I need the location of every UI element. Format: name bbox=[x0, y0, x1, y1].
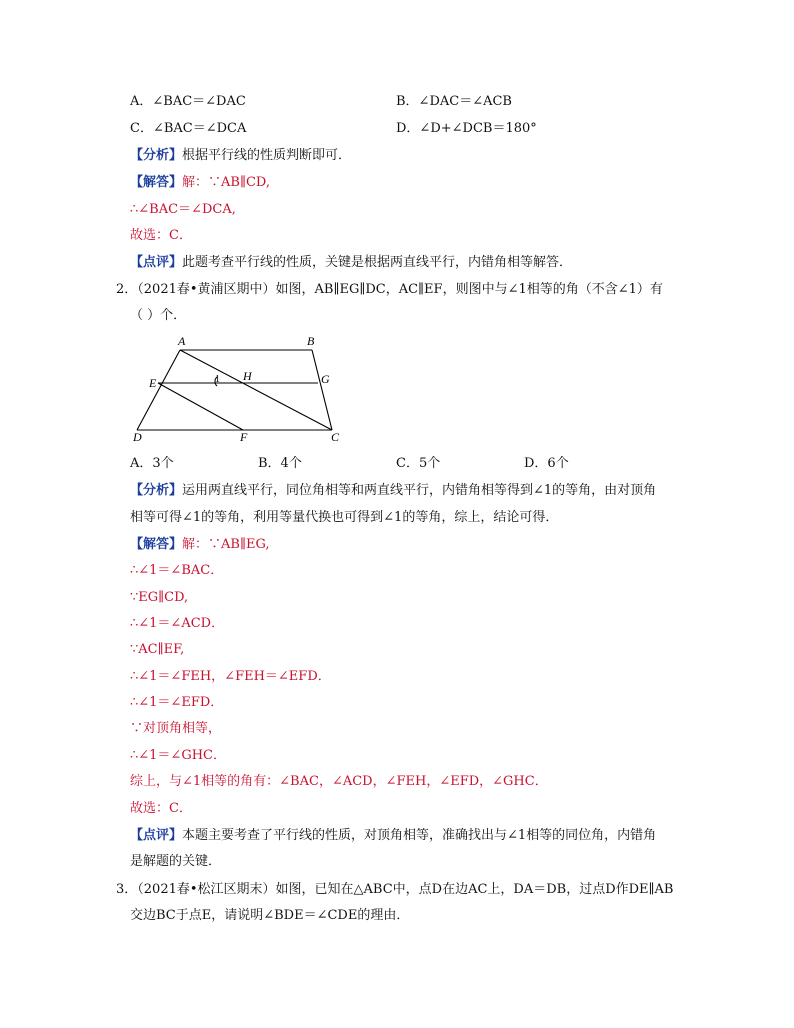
analysis-tag: 【分析】 bbox=[130, 483, 183, 498]
q2-answer-line-8: ∵对顶角相等， bbox=[130, 721, 222, 736]
answer-tag: 【解答】 bbox=[130, 537, 183, 552]
q3-stem-line-1: 3．（2021春•松江区期末）如图，已知在△ABC中，点D在边AC上，DA＝DB，过点D作DE∥AB bbox=[116, 882, 674, 897]
label-a: A bbox=[178, 334, 186, 348]
q1-option-d: D．∠D+∠DCB＝180° bbox=[396, 121, 537, 136]
q1-answer-line-3: 故选：C． bbox=[130, 228, 192, 243]
q2-answer-line-7: ∴∠1＝∠EFD． bbox=[130, 695, 224, 710]
q2-answer-line-10: 综上，与∠1相等的角有：∠BAC，∠ACD，∠FEH，∠EFD，∠GHC． bbox=[130, 774, 548, 789]
q1-option-b: B．∠DAC＝∠ACB bbox=[396, 94, 512, 109]
label-c: C bbox=[331, 430, 340, 444]
q2-stem-line-1: 2．（2021春•黄浦区期中）如图，AB∥EG∥DC，AC∥EF，则图中与∠1相等的角（不含∠1）有 bbox=[116, 282, 663, 297]
label-b: B bbox=[307, 334, 315, 348]
q2-analysis-line-2: 相等可得∠1的等角，利用等量代换也可得到∠1的等角，综上，结论可得． bbox=[130, 510, 559, 525]
q2-option-c: C．5个 bbox=[396, 456, 441, 471]
q3-stem-line-2: 交边BC于点E，请说明∠BDE＝∠CDE的理由． bbox=[130, 908, 410, 923]
comment-text: 本题主要考查了平行线的性质，对顶角相等，准确找出与∠1相等的同位角，内错角 bbox=[182, 828, 657, 843]
label-e: E bbox=[149, 376, 157, 390]
q2-answer-line-5: ∵AC∥EF, bbox=[130, 642, 185, 657]
q2-comment-line-1 bbox=[130, 827, 656, 845]
q2-answer-line-1 bbox=[130, 536, 270, 554]
q2-answer-line-2: ∴∠1＝∠BAC． bbox=[130, 563, 224, 578]
label-angle-1: 1 bbox=[215, 374, 220, 385]
analysis-text: 根据平行线的性质判断即可． bbox=[182, 148, 352, 163]
q2-answer-line-9: ∴∠1＝∠GHC． bbox=[130, 748, 226, 763]
q2-comment-line-2: 是解题的关键． bbox=[130, 854, 222, 869]
q2-answer-line-11: 故选：C． bbox=[130, 801, 192, 816]
q2-answer-line-6: ∴∠1＝∠FEH，∠FEH＝∠EFD． bbox=[130, 669, 331, 684]
label-g: G bbox=[321, 372, 330, 386]
q1-comment bbox=[130, 254, 572, 272]
analysis-text: 运用两直线平行，同位角相等和两直线平行，内错角相等得到∠1的等角，由对顶角 bbox=[182, 483, 657, 498]
label-f: F bbox=[240, 430, 248, 444]
label-d: D bbox=[133, 430, 142, 444]
comment-tag: 【点评】 bbox=[130, 828, 183, 843]
q2-answer-line-3: ∵EG∥CD, bbox=[130, 590, 189, 605]
comment-text: 此题考查平行线的性质，关键是根据两直线平行，内错角相等解答． bbox=[182, 255, 573, 270]
label-h: H bbox=[243, 369, 252, 383]
q1-option-c: C．∠BAC＝∠DCA bbox=[130, 121, 247, 136]
comment-tag: 【点评】 bbox=[130, 255, 183, 270]
answer-text: 解：∵AB∥EG, bbox=[182, 537, 270, 552]
q2-answer-line-4: ∴∠1＝∠ACD． bbox=[130, 616, 225, 631]
q1-answer-line-1 bbox=[130, 174, 270, 192]
q1-option-a: A．∠BAC＝∠DAC bbox=[130, 94, 246, 109]
q2-analysis-line-1 bbox=[130, 482, 656, 500]
analysis-tag: 【分析】 bbox=[130, 148, 183, 163]
q2-option-d: D．6个 bbox=[524, 456, 569, 471]
answer-tag: 【解答】 bbox=[130, 175, 183, 190]
q1-analysis bbox=[130, 147, 351, 165]
q2-option-a: A．3个 bbox=[130, 456, 174, 471]
q2-stem-line-2: （ ）个． bbox=[130, 308, 187, 323]
q1-answer-line-2: ∴∠BAC＝∠DCA, bbox=[130, 202, 236, 217]
answer-text: 解：∵AB∥CD, bbox=[182, 175, 271, 190]
q2-figure bbox=[125, 330, 355, 450]
q2-option-b: B．4个 bbox=[258, 456, 302, 471]
